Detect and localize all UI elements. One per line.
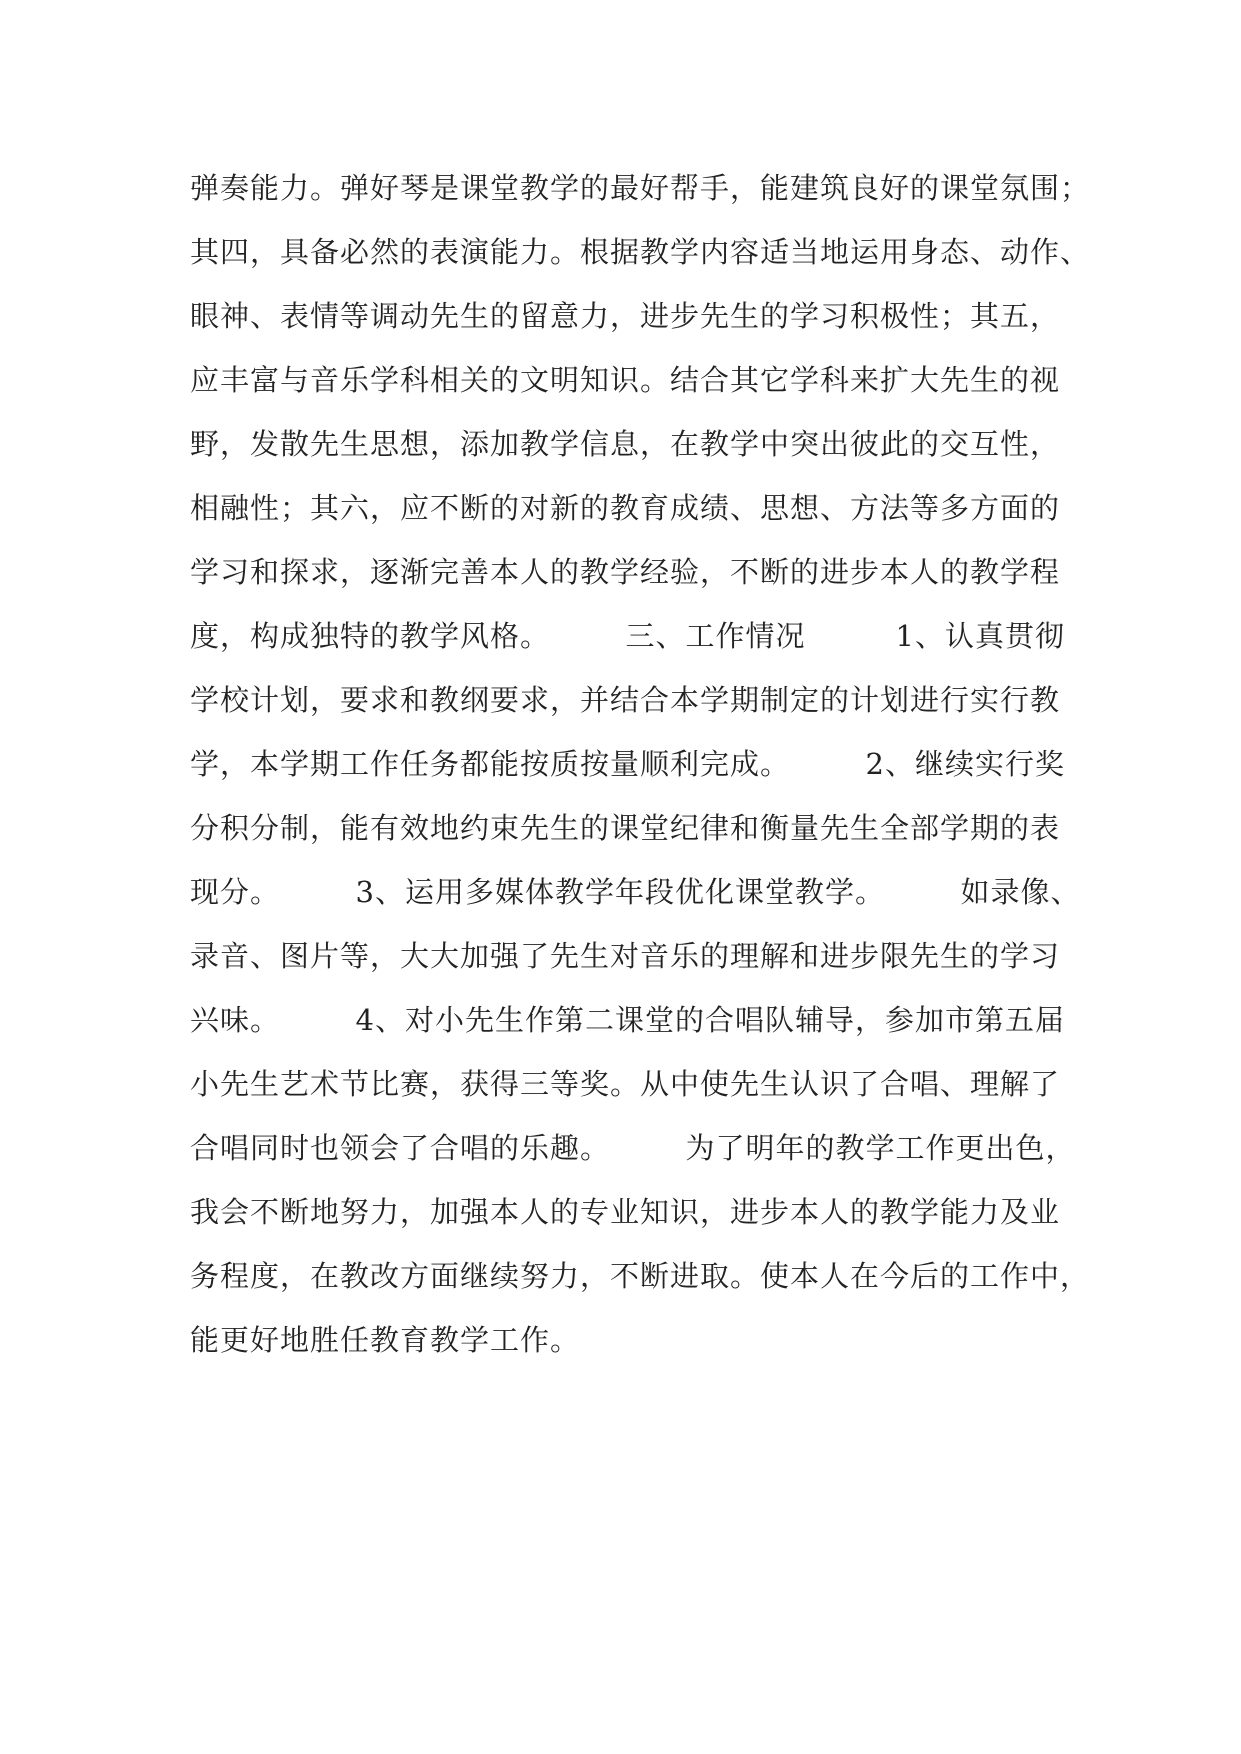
text-line: 应丰富与音乐学科相关的文明知识。结合其它学科来扩大先生的视 (190, 363, 1061, 397)
body-text (190, 156, 1090, 1372)
text-line: 我会不断地努力，加强本人的专业知识，进步本人的教学能力及业 (190, 1195, 1061, 1229)
text-line: 学习和探求，逐渐完善本人的教学经验，不断的进步本人的教学程 (190, 555, 1061, 589)
text-line: 相融性；其六，应不断的对新的教育成绩、思想、方法等多方面的 (190, 491, 1061, 525)
text-line: 弹奏能力。弹好琴是课堂教学的最好帮手，能建筑良好的课堂氛围； (190, 171, 1091, 205)
text-line: 野，发散先生思想，添加教学信息，在教学中突出彼此的交互性， (190, 427, 1061, 461)
text-line: 录音、图片等，大大加强了先生对音乐的理解和进步限先生的学习 (190, 939, 1061, 973)
text-line: 学，本学期工作任务都能按质按量顺利完成。 2、继续实行奖 (190, 747, 1065, 781)
text-line: 兴味。 4、对小先生作第二课堂的合唱队辅导，参加市第五届 (190, 1003, 1065, 1037)
text-line: 眼神、表情等调动先生的留意力，进步先生的学习积极性；其五， (190, 299, 1061, 333)
text-line: 务程度，在教改方面继续努力，不断进取。使本人在今后的工作中， (190, 1259, 1091, 1293)
text-line: 现分。 3、运用多媒体教学年段优化课堂教学。 如录像、 (190, 875, 1081, 909)
text-line: 学校计划，要求和教纲要求，并结合本学期制定的计划进行实行教 (190, 683, 1061, 717)
text-line: 合唱同时也领会了合唱的乐趣。 为了明年的教学工作更出色， (190, 1131, 1076, 1165)
text-line: 小先生艺术节比赛，获得三等奖。从中使先生认识了合唱、理解了 (190, 1067, 1061, 1101)
text-line: 分积分制，能有效地约束先生的课堂纪律和衡量先生全部学期的表 (190, 811, 1061, 845)
text-line: 其四，具备必然的表演能力。根据教学内容适当地运用身态、动作、 (190, 235, 1091, 269)
text-line: 度，构成独特的教学风格。 三、工作情况 1、认真贯彻 (190, 619, 1065, 653)
text-line: 能更好地胜任教育教学工作。 (190, 1323, 581, 1357)
